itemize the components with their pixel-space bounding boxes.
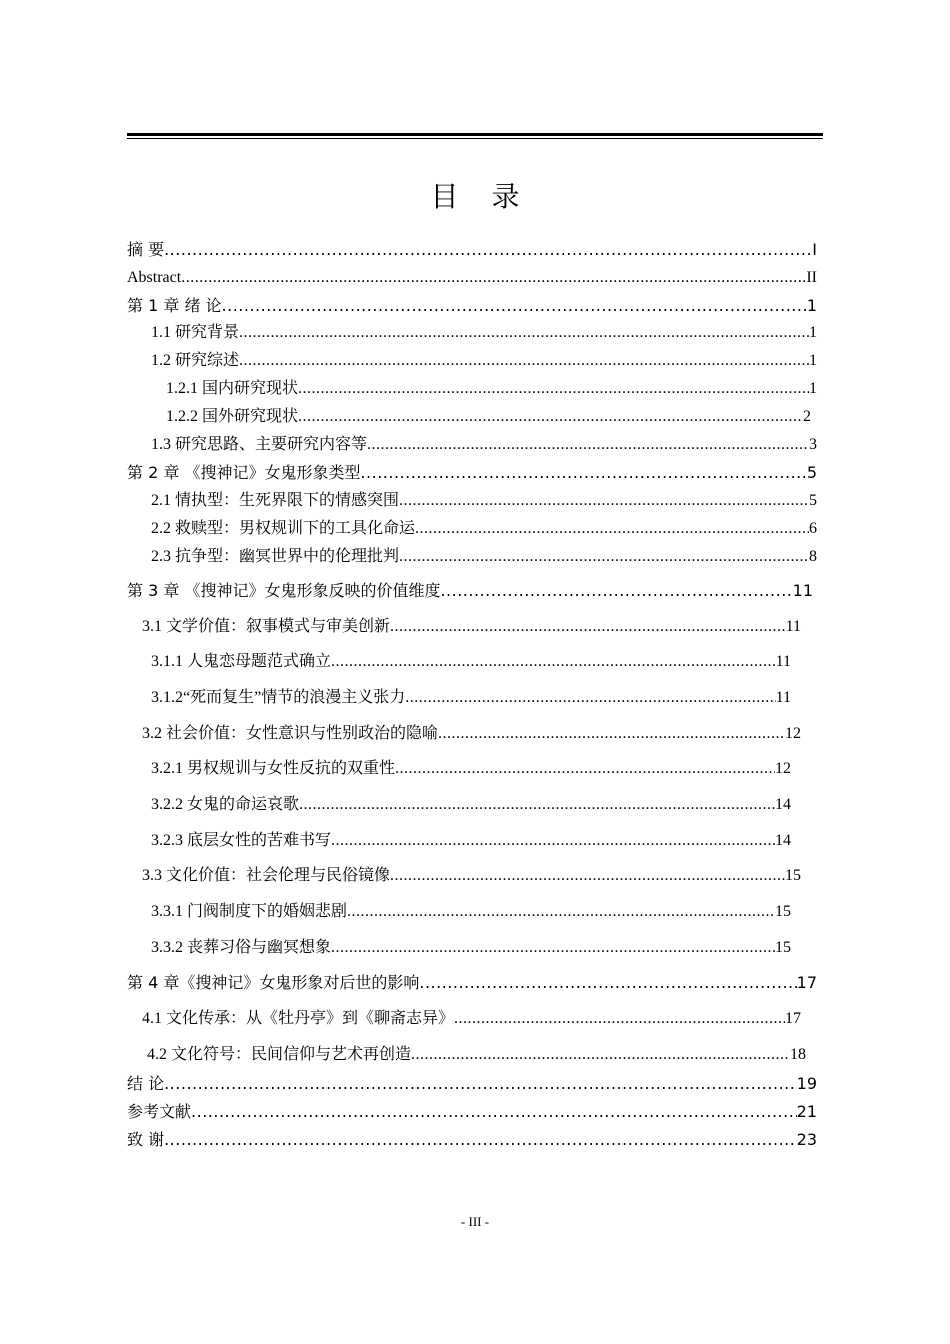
toc-leader (347, 902, 775, 922)
toc-entry-label: Abstract (127, 269, 182, 286)
toc-leader (164, 240, 812, 260)
toc-entry-page: 8 (809, 548, 817, 565)
toc-entry-1-3[interactable] (151, 435, 817, 455)
toc-entry-page: 17 (796, 973, 817, 992)
toc-entry-label: 参考文献 (127, 1102, 192, 1121)
toc-entry-label: 第 2 章 《搜神记》女鬼形象类型 (127, 463, 361, 482)
toc-entry-label: 摘 要 (127, 240, 165, 259)
toc-entry-3-1-2[interactable] (151, 688, 791, 708)
toc-entry-page: 15 (785, 867, 801, 884)
toc-entry-page: 21 (796, 1102, 817, 1121)
toc-entry-label: 3.2 社会价值：女性意识与性别政治的隐喻 (142, 725, 439, 742)
toc-leader (191, 1102, 797, 1122)
toc-leader (395, 759, 775, 779)
toc-entry-page: 15 (775, 939, 791, 956)
toc-entry-page: 19 (796, 1074, 817, 1093)
toc-entry-label: 第 3 章 《搜神记》女鬼形象反映的价值维度 (127, 581, 441, 600)
toc-entry-page: 11 (792, 581, 813, 600)
toc-entry-label: 1.3 研究思路、主要研究内容等 (151, 436, 368, 453)
toc-leader (239, 351, 809, 371)
toc-entry-3-1[interactable] (142, 617, 801, 637)
toc-entry-page: 15 (775, 903, 791, 920)
toc-leader (181, 268, 806, 288)
toc-entry-page: 5 (809, 492, 817, 509)
toc-entry-label: 4.2 文化符号：民间信仰与艺术再创造 (147, 1046, 412, 1063)
toc-entry-4-2[interactable] (147, 1045, 806, 1065)
toc-leader (399, 547, 809, 567)
toc-entry-label: 1.2 研究综述 (151, 352, 240, 369)
toc-entry-label: 致 谢 (127, 1130, 165, 1149)
toc-entry-page: 23 (796, 1130, 817, 1149)
toc-entry-label: 1.1 研究背景 (151, 324, 240, 341)
toc-entry-label: 3.1.2“死而复生”情节的浪漫主义张力 (151, 689, 406, 706)
toc-entry-label: 4.1 文化传承：从《牡丹亭》到《聊斋志异》 (142, 1010, 455, 1027)
toc-entry-page: 11 (775, 689, 791, 706)
toc-entry-chapter-1[interactable] (127, 296, 817, 316)
toc-leader (164, 1074, 797, 1094)
toc-entry-1-2-1[interactable] (166, 379, 817, 399)
toc-entry-chapter-3[interactable] (127, 581, 813, 601)
toc-entry-page: 12 (785, 725, 801, 742)
toc-entry-label: 3.3.2 丧葬习俗与幽冥想象 (151, 939, 332, 956)
toc-entry-1-1[interactable] (151, 323, 817, 343)
toc-entry-label: 3.2.1 男权规训与女性反抗的双重性 (151, 760, 396, 777)
toc-leader (419, 973, 796, 993)
toc-entry-page: 3 (809, 436, 817, 453)
toc-entry-abstract-cn[interactable] (127, 240, 817, 260)
toc-entry-3-2-1[interactable] (151, 759, 791, 779)
toc-entry-chapter-4[interactable] (127, 973, 817, 993)
toc-entry-label: 2.2 救赎型：男权规训下的工具化命运 (151, 520, 416, 537)
toc-entry-label: 结 论 (127, 1074, 165, 1093)
toc-leader (360, 463, 806, 483)
toc-entry-label: 3.2.2 女鬼的命运哀歌 (151, 796, 300, 813)
toc-entry-abstract-en[interactable] (127, 268, 817, 288)
toc-entry-page: 12 (775, 760, 791, 777)
toc-entry-page: 18 (790, 1046, 806, 1063)
toc-leader (390, 866, 785, 886)
toc-entry-label: 1.2.2 国外研究现状 (166, 408, 299, 425)
toc-entry-page: II (806, 269, 817, 286)
toc-leader (390, 617, 786, 637)
toc-leader (222, 296, 807, 316)
toc-leader (164, 1130, 797, 1150)
toc-entry-4-1[interactable] (142, 1009, 801, 1029)
toc-entry-references[interactable] (127, 1102, 817, 1122)
toc-entry-1-2[interactable] (151, 351, 817, 371)
toc-entry-page: 2 (803, 408, 811, 425)
toc-entry-page: 1 (809, 324, 817, 341)
toc-entry-label: 1.2.1 国内研究现状 (166, 380, 299, 397)
toc-leader (415, 519, 809, 539)
toc-leader (454, 1009, 785, 1029)
toc-entry-3-2[interactable] (142, 724, 801, 744)
toc-entry-label: 3.2.3 底层女性的苦难书写 (151, 832, 332, 849)
toc-entry-label: 第 4 章《搜神记》女鬼形象对后世的影响 (127, 973, 420, 992)
toc-leader (367, 435, 809, 455)
toc-entry-acknowledgements[interactable] (127, 1130, 817, 1150)
toc-leader (440, 581, 792, 601)
toc-entry-label: 3.3.1 门阀制度下的婚姻悲剧 (151, 903, 348, 920)
toc-entry-label: 3.1.1 人鬼恋母题范式确立 (151, 653, 332, 670)
toc-entry-label: 2.3 抗争型：幽冥世界中的伦理批判 (151, 548, 400, 565)
toc-entry-label: 2.1 情执型：生死界限下的情感突围 (151, 492, 400, 509)
toc-entry-label: 3.3 文化价值：社会伦理与民俗镜像 (142, 867, 391, 884)
page-number-footer: - III - (460, 1214, 490, 1229)
toc-leader (411, 1045, 790, 1065)
toc-entry-chapter-2[interactable] (127, 463, 817, 483)
toc-leader (331, 831, 775, 851)
toc-leader (298, 379, 809, 399)
toc-entry-page: 1 (809, 352, 817, 369)
toc-entry-page: 11 (785, 618, 801, 635)
toc-entry-conclusion[interactable] (127, 1074, 817, 1094)
toc-leader (438, 724, 785, 744)
toc-entry-page: 1 (806, 296, 817, 315)
toc-entry-3-3[interactable] (142, 866, 801, 886)
toc-entry-2-1[interactable] (151, 491, 817, 511)
toc-leader (331, 652, 776, 672)
toc-leader (405, 688, 775, 708)
toc-entry-3-3-2[interactable] (151, 938, 791, 958)
toc-leader (399, 491, 809, 511)
toc-entry-page: I (812, 240, 817, 259)
toc-leader (239, 323, 809, 343)
toc-entry-3-3-1[interactable] (151, 902, 791, 922)
toc-entry-label: 3.1 文学价值：叙事模式与审美创新 (142, 618, 391, 635)
toc-entry-page: 14 (775, 832, 791, 849)
toc-entry-1-2-2[interactable] (166, 407, 811, 427)
toc-entry-page: 6 (809, 520, 817, 537)
toc-entry-3-2-3[interactable] (151, 831, 791, 851)
toc-entry-page: 11 (775, 653, 791, 670)
toc-entry-page: 17 (785, 1010, 801, 1027)
toc-leader (299, 795, 775, 815)
toc-entry-label: 第 1 章 绪 论 (127, 296, 222, 315)
page-title: 目 录 (430, 180, 532, 213)
toc-entry-page: 5 (806, 463, 817, 482)
toc-entry-2-3[interactable] (151, 547, 817, 567)
toc-entry-3-2-2[interactable] (151, 795, 791, 815)
toc-entry-3-1-1[interactable] (151, 652, 791, 672)
toc-entry-page: 14 (775, 796, 791, 813)
toc-leader (331, 938, 775, 958)
toc-leader (298, 407, 803, 427)
toc-entry-2-2[interactable] (151, 519, 817, 539)
toc-entry-page: 1 (809, 380, 817, 397)
